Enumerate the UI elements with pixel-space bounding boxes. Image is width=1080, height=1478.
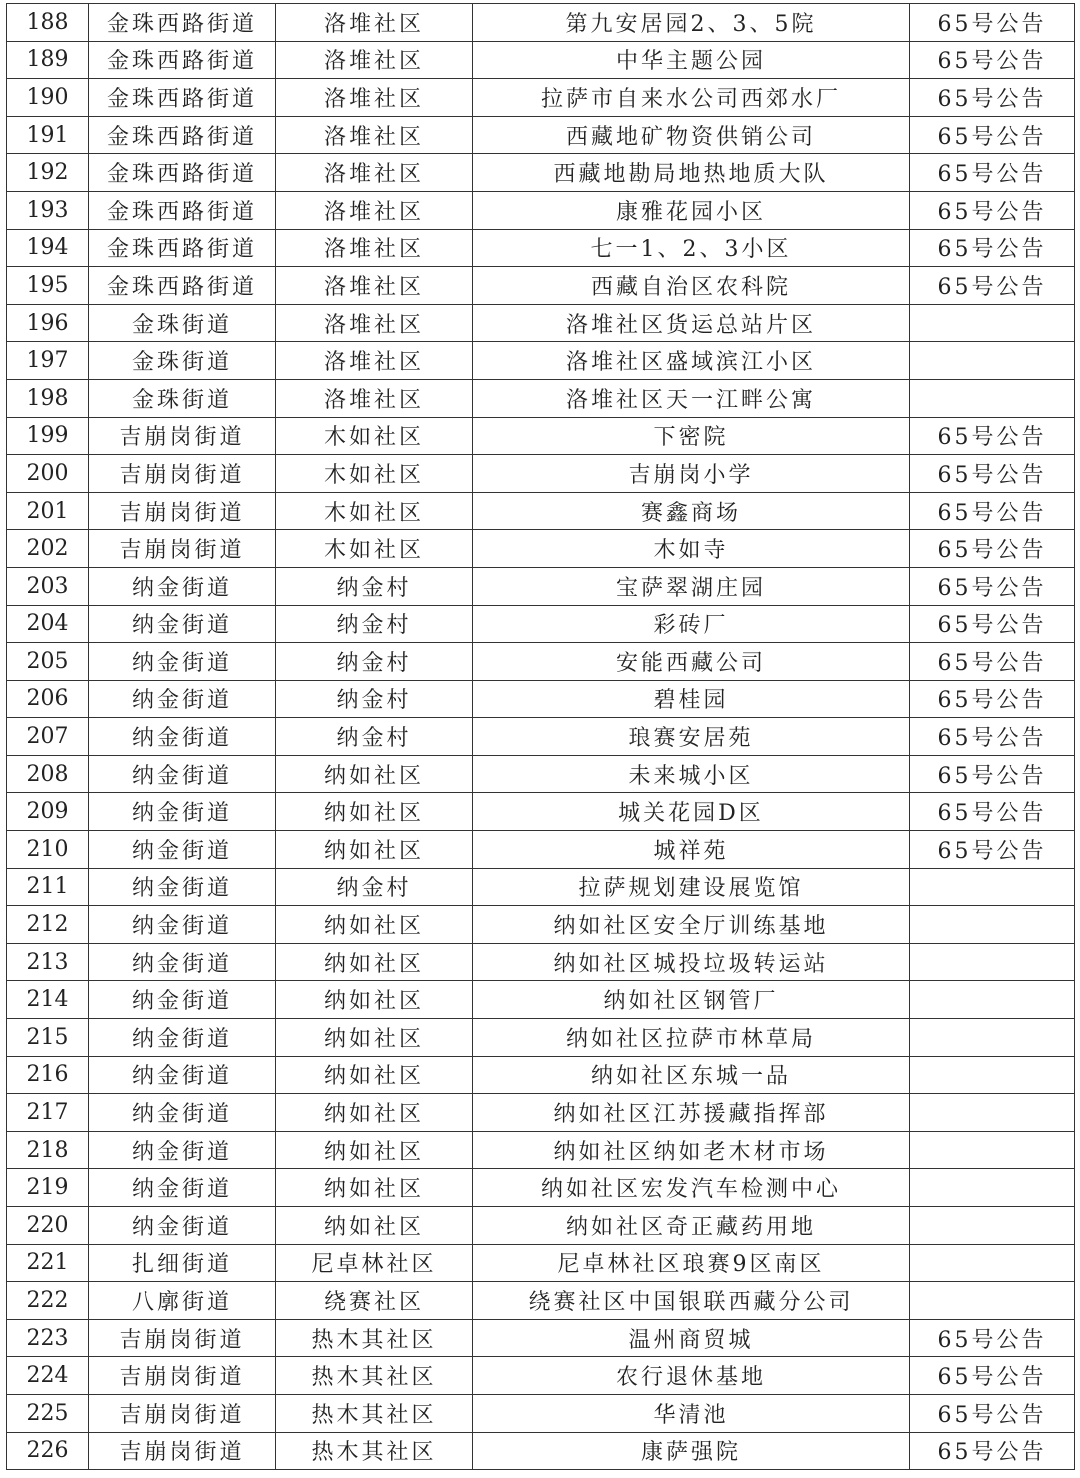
notice-cell: 65号公告 [910, 755, 1075, 793]
notice-cell [910, 1131, 1075, 1169]
community-cell: 纳如社区 [276, 943, 473, 981]
notice-cell: 65号公告 [910, 79, 1075, 117]
location-cell: 西藏地矿物资供销公司 [473, 116, 910, 154]
location-cell: 纳如社区钢管厂 [473, 981, 910, 1019]
notice-cell: 65号公告 [910, 1319, 1075, 1357]
table-row [7, 680, 1075, 718]
location-cell: 纳如社区江苏援藏指挥部 [473, 1094, 910, 1132]
row-number: 190 [7, 79, 89, 117]
street-cell: 扎细街道 [89, 1244, 276, 1282]
street-cell: 纳金街道 [89, 1019, 276, 1057]
notice-cell [910, 868, 1075, 906]
notice-cell [910, 304, 1075, 342]
street-cell: 吉崩岗街道 [89, 492, 276, 530]
location-cell: 拉萨规划建设展览馆 [473, 868, 910, 906]
table-row [7, 1019, 1075, 1057]
location-cell: 下密院 [473, 417, 910, 455]
community-cell: 纳如社区 [276, 1169, 473, 1207]
row-number: 225 [7, 1394, 89, 1432]
street-cell: 纳金街道 [89, 643, 276, 681]
row-number: 192 [7, 154, 89, 192]
table-row [7, 116, 1075, 154]
community-cell: 洛堆社区 [276, 79, 473, 117]
location-cell: 宝萨翠湖庄园 [473, 567, 910, 605]
location-cell: 彩砖厂 [473, 605, 910, 643]
street-cell: 金珠街道 [89, 342, 276, 380]
notice-cell: 65号公告 [910, 1432, 1075, 1470]
street-cell: 金珠街道 [89, 379, 276, 417]
community-cell: 纳如社区 [276, 831, 473, 869]
location-cell: 中华主题公园 [473, 41, 910, 79]
notice-cell [910, 342, 1075, 380]
row-number: 200 [7, 455, 89, 493]
location-cell: 城关花园D区 [473, 793, 910, 831]
community-cell: 洛堆社区 [276, 267, 473, 305]
table-row [7, 718, 1075, 756]
table-row [7, 643, 1075, 681]
community-cell: 洛堆社区 [276, 41, 473, 79]
notice-cell [910, 1094, 1075, 1132]
community-cell: 纳如社区 [276, 1207, 473, 1245]
location-cell: 洛堆社区天一江畔公寓 [473, 379, 910, 417]
table-row [7, 267, 1075, 305]
table-row [7, 906, 1075, 944]
street-cell: 纳金街道 [89, 605, 276, 643]
table-row [7, 1357, 1075, 1395]
table-row [7, 868, 1075, 906]
location-cell: 拉萨市自来水公司西郊水厂 [473, 79, 910, 117]
community-cell: 热木其社区 [276, 1357, 473, 1395]
table-row [7, 605, 1075, 643]
location-cell: 纳如社区拉萨市林草局 [473, 1019, 910, 1057]
table-row [7, 455, 1075, 493]
table-row [7, 41, 1075, 79]
notice-cell: 65号公告 [910, 1357, 1075, 1395]
location-cell: 西藏地勘局地热地质大队 [473, 154, 910, 192]
row-number: 198 [7, 379, 89, 417]
table-row [7, 831, 1075, 869]
community-cell: 洛堆社区 [276, 191, 473, 229]
notice-cell [910, 1019, 1075, 1057]
table-row [7, 1094, 1075, 1132]
notice-cell [910, 1244, 1075, 1282]
table-row [7, 229, 1075, 267]
location-cell: 安能西藏公司 [473, 643, 910, 681]
community-cell: 洛堆社区 [276, 154, 473, 192]
row-number: 211 [7, 868, 89, 906]
row-number: 223 [7, 1319, 89, 1357]
location-cell: 尼卓林社区琅赛9区南区 [473, 1244, 910, 1282]
location-cell: 纳如社区东城一品 [473, 1056, 910, 1094]
table-row [7, 1319, 1075, 1357]
community-cell: 木如社区 [276, 455, 473, 493]
table-row [7, 4, 1075, 42]
street-cell: 金珠西路街道 [89, 191, 276, 229]
notice-cell: 65号公告 [910, 455, 1075, 493]
row-number: 204 [7, 605, 89, 643]
row-number: 209 [7, 793, 89, 831]
table-row [7, 793, 1075, 831]
row-number: 213 [7, 943, 89, 981]
row-number: 218 [7, 1131, 89, 1169]
street-cell: 纳金街道 [89, 1094, 276, 1132]
location-cell: 纳如社区奇正藏药用地 [473, 1207, 910, 1245]
street-cell: 吉崩岗街道 [89, 1432, 276, 1470]
row-number: 212 [7, 906, 89, 944]
row-number: 222 [7, 1282, 89, 1320]
notice-cell [910, 1169, 1075, 1207]
street-cell: 纳金街道 [89, 906, 276, 944]
table-row [7, 1432, 1075, 1470]
community-cell: 热木其社区 [276, 1432, 473, 1470]
location-cell: 康雅花园小区 [473, 191, 910, 229]
row-number: 197 [7, 342, 89, 380]
street-cell: 吉崩岗街道 [89, 1357, 276, 1395]
location-cell: 农行退休基地 [473, 1357, 910, 1395]
community-cell: 纳如社区 [276, 755, 473, 793]
community-cell: 洛堆社区 [276, 116, 473, 154]
street-cell: 纳金街道 [89, 868, 276, 906]
community-cell: 纳金村 [276, 718, 473, 756]
notice-cell [910, 1207, 1075, 1245]
table-body [7, 4, 1075, 1470]
location-cell: 赛鑫商场 [473, 492, 910, 530]
street-cell: 纳金街道 [89, 831, 276, 869]
community-cell: 纳金村 [276, 643, 473, 681]
row-number: 194 [7, 229, 89, 267]
row-number: 226 [7, 1432, 89, 1470]
table-row [7, 1394, 1075, 1432]
row-number: 195 [7, 267, 89, 305]
street-cell: 金珠街道 [89, 304, 276, 342]
community-cell: 洛堆社区 [276, 342, 473, 380]
table-row [7, 379, 1075, 417]
notice-cell: 65号公告 [910, 1394, 1075, 1432]
location-cell: 温州商贸城 [473, 1319, 910, 1357]
street-cell: 金珠西路街道 [89, 41, 276, 79]
row-number: 215 [7, 1019, 89, 1057]
location-cell: 华清池 [473, 1394, 910, 1432]
street-cell: 金珠西路街道 [89, 154, 276, 192]
street-cell: 吉崩岗街道 [89, 1394, 276, 1432]
community-cell: 洛堆社区 [276, 4, 473, 42]
notice-cell: 65号公告 [910, 267, 1075, 305]
notice-cell: 65号公告 [910, 530, 1075, 568]
community-cell: 洛堆社区 [276, 229, 473, 267]
row-number: 214 [7, 981, 89, 1019]
row-number: 205 [7, 643, 89, 681]
street-cell: 纳金街道 [89, 755, 276, 793]
community-cell: 纳金村 [276, 868, 473, 906]
location-cell: 纳如社区纳如老木材市场 [473, 1131, 910, 1169]
notice-cell: 65号公告 [910, 41, 1075, 79]
table-row [7, 943, 1075, 981]
community-cell: 纳金村 [276, 567, 473, 605]
row-number: 224 [7, 1357, 89, 1395]
location-cell: 康萨强院 [473, 1432, 910, 1470]
row-number: 196 [7, 304, 89, 342]
row-number: 188 [7, 4, 89, 42]
table-row [7, 981, 1075, 1019]
notice-cell [910, 379, 1075, 417]
notice-cell [910, 1282, 1075, 1320]
row-number: 191 [7, 116, 89, 154]
street-cell: 纳金街道 [89, 1131, 276, 1169]
community-cell: 纳如社区 [276, 1019, 473, 1057]
street-cell: 吉崩岗街道 [89, 417, 276, 455]
community-cell: 热木其社区 [276, 1394, 473, 1432]
location-cell: 吉崩岗小学 [473, 455, 910, 493]
table-row [7, 567, 1075, 605]
street-cell: 纳金街道 [89, 981, 276, 1019]
notice-cell: 65号公告 [910, 4, 1075, 42]
community-cell: 木如社区 [276, 530, 473, 568]
notice-cell: 65号公告 [910, 417, 1075, 455]
community-cell: 木如社区 [276, 417, 473, 455]
table-row [7, 1131, 1075, 1169]
notice-cell: 65号公告 [910, 492, 1075, 530]
table-row [7, 79, 1075, 117]
row-number: 216 [7, 1056, 89, 1094]
table-row [7, 342, 1075, 380]
notice-cell: 65号公告 [910, 229, 1075, 267]
location-cell: 未来城小区 [473, 755, 910, 793]
location-cell: 木如寺 [473, 530, 910, 568]
street-cell: 纳金街道 [89, 718, 276, 756]
notice-cell: 65号公告 [910, 831, 1075, 869]
community-cell: 纳如社区 [276, 1131, 473, 1169]
street-cell: 金珠西路街道 [89, 267, 276, 305]
notice-cell: 65号公告 [910, 605, 1075, 643]
street-cell: 八廓街道 [89, 1282, 276, 1320]
location-cell: 西藏自治区农科院 [473, 267, 910, 305]
notice-cell: 65号公告 [910, 567, 1075, 605]
location-cell: 洛堆社区货运总站片区 [473, 304, 910, 342]
row-number: 199 [7, 417, 89, 455]
street-cell: 金珠西路街道 [89, 79, 276, 117]
notice-cell: 65号公告 [910, 116, 1075, 154]
notice-cell: 65号公告 [910, 643, 1075, 681]
community-cell: 木如社区 [276, 492, 473, 530]
street-cell: 吉崩岗街道 [89, 530, 276, 568]
table-row [7, 417, 1075, 455]
row-number: 210 [7, 831, 89, 869]
location-cell: 第九安居园2、3、5院 [473, 4, 910, 42]
community-cell: 纳如社区 [276, 1056, 473, 1094]
table-row [7, 304, 1075, 342]
table-row [7, 1244, 1075, 1282]
table-row [7, 530, 1075, 568]
row-number: 203 [7, 567, 89, 605]
row-number: 219 [7, 1169, 89, 1207]
location-cell: 绕赛社区中国银联西藏分公司 [473, 1282, 910, 1320]
row-number: 207 [7, 718, 89, 756]
street-cell: 金珠西路街道 [89, 4, 276, 42]
table-row [7, 1282, 1075, 1320]
table-row [7, 1056, 1075, 1094]
community-cell: 尼卓林社区 [276, 1244, 473, 1282]
street-cell: 纳金街道 [89, 1056, 276, 1094]
notice-cell [910, 1056, 1075, 1094]
notice-cell: 65号公告 [910, 191, 1075, 229]
street-cell: 纳金街道 [89, 793, 276, 831]
street-cell: 吉崩岗街道 [89, 1319, 276, 1357]
location-cell: 城祥苑 [473, 831, 910, 869]
street-cell: 金珠西路街道 [89, 229, 276, 267]
street-cell: 吉崩岗街道 [89, 455, 276, 493]
location-table [6, 3, 1075, 1470]
location-cell: 纳如社区安全厅训练基地 [473, 906, 910, 944]
community-cell: 纳金村 [276, 605, 473, 643]
community-cell: 纳如社区 [276, 1094, 473, 1132]
table-row [7, 492, 1075, 530]
community-cell: 纳如社区 [276, 793, 473, 831]
street-cell: 金珠西路街道 [89, 116, 276, 154]
row-number: 206 [7, 680, 89, 718]
location-cell: 碧桂园 [473, 680, 910, 718]
street-cell: 纳金街道 [89, 680, 276, 718]
community-cell: 热木其社区 [276, 1319, 473, 1357]
community-cell: 纳如社区 [276, 906, 473, 944]
notice-cell [910, 981, 1075, 1019]
location-cell: 纳如社区宏发汽车检测中心 [473, 1169, 910, 1207]
table-row [7, 1169, 1075, 1207]
row-number: 193 [7, 191, 89, 229]
row-number: 220 [7, 1207, 89, 1245]
row-number: 189 [7, 41, 89, 79]
community-cell: 绕赛社区 [276, 1282, 473, 1320]
location-cell: 洛堆社区盛域滨江小区 [473, 342, 910, 380]
location-cell: 琅赛安居苑 [473, 718, 910, 756]
community-cell: 纳金村 [276, 680, 473, 718]
notice-cell: 65号公告 [910, 680, 1075, 718]
street-cell: 纳金街道 [89, 1169, 276, 1207]
street-cell: 纳金街道 [89, 567, 276, 605]
table-row [7, 1207, 1075, 1245]
row-number: 208 [7, 755, 89, 793]
table-row [7, 191, 1075, 229]
community-cell: 洛堆社区 [276, 379, 473, 417]
table-row [7, 154, 1075, 192]
notice-cell: 65号公告 [910, 793, 1075, 831]
street-cell: 纳金街道 [89, 1207, 276, 1245]
notice-cell [910, 906, 1075, 944]
community-cell: 纳如社区 [276, 981, 473, 1019]
row-number: 217 [7, 1094, 89, 1132]
community-cell: 洛堆社区 [276, 304, 473, 342]
row-number: 202 [7, 530, 89, 568]
notice-cell: 65号公告 [910, 154, 1075, 192]
row-number: 221 [7, 1244, 89, 1282]
location-cell: 七一1、2、3小区 [473, 229, 910, 267]
row-number: 201 [7, 492, 89, 530]
location-cell: 纳如社区城投垃圾转运站 [473, 943, 910, 981]
notice-cell [910, 943, 1075, 981]
notice-cell: 65号公告 [910, 718, 1075, 756]
street-cell: 纳金街道 [89, 943, 276, 981]
table-row [7, 755, 1075, 793]
